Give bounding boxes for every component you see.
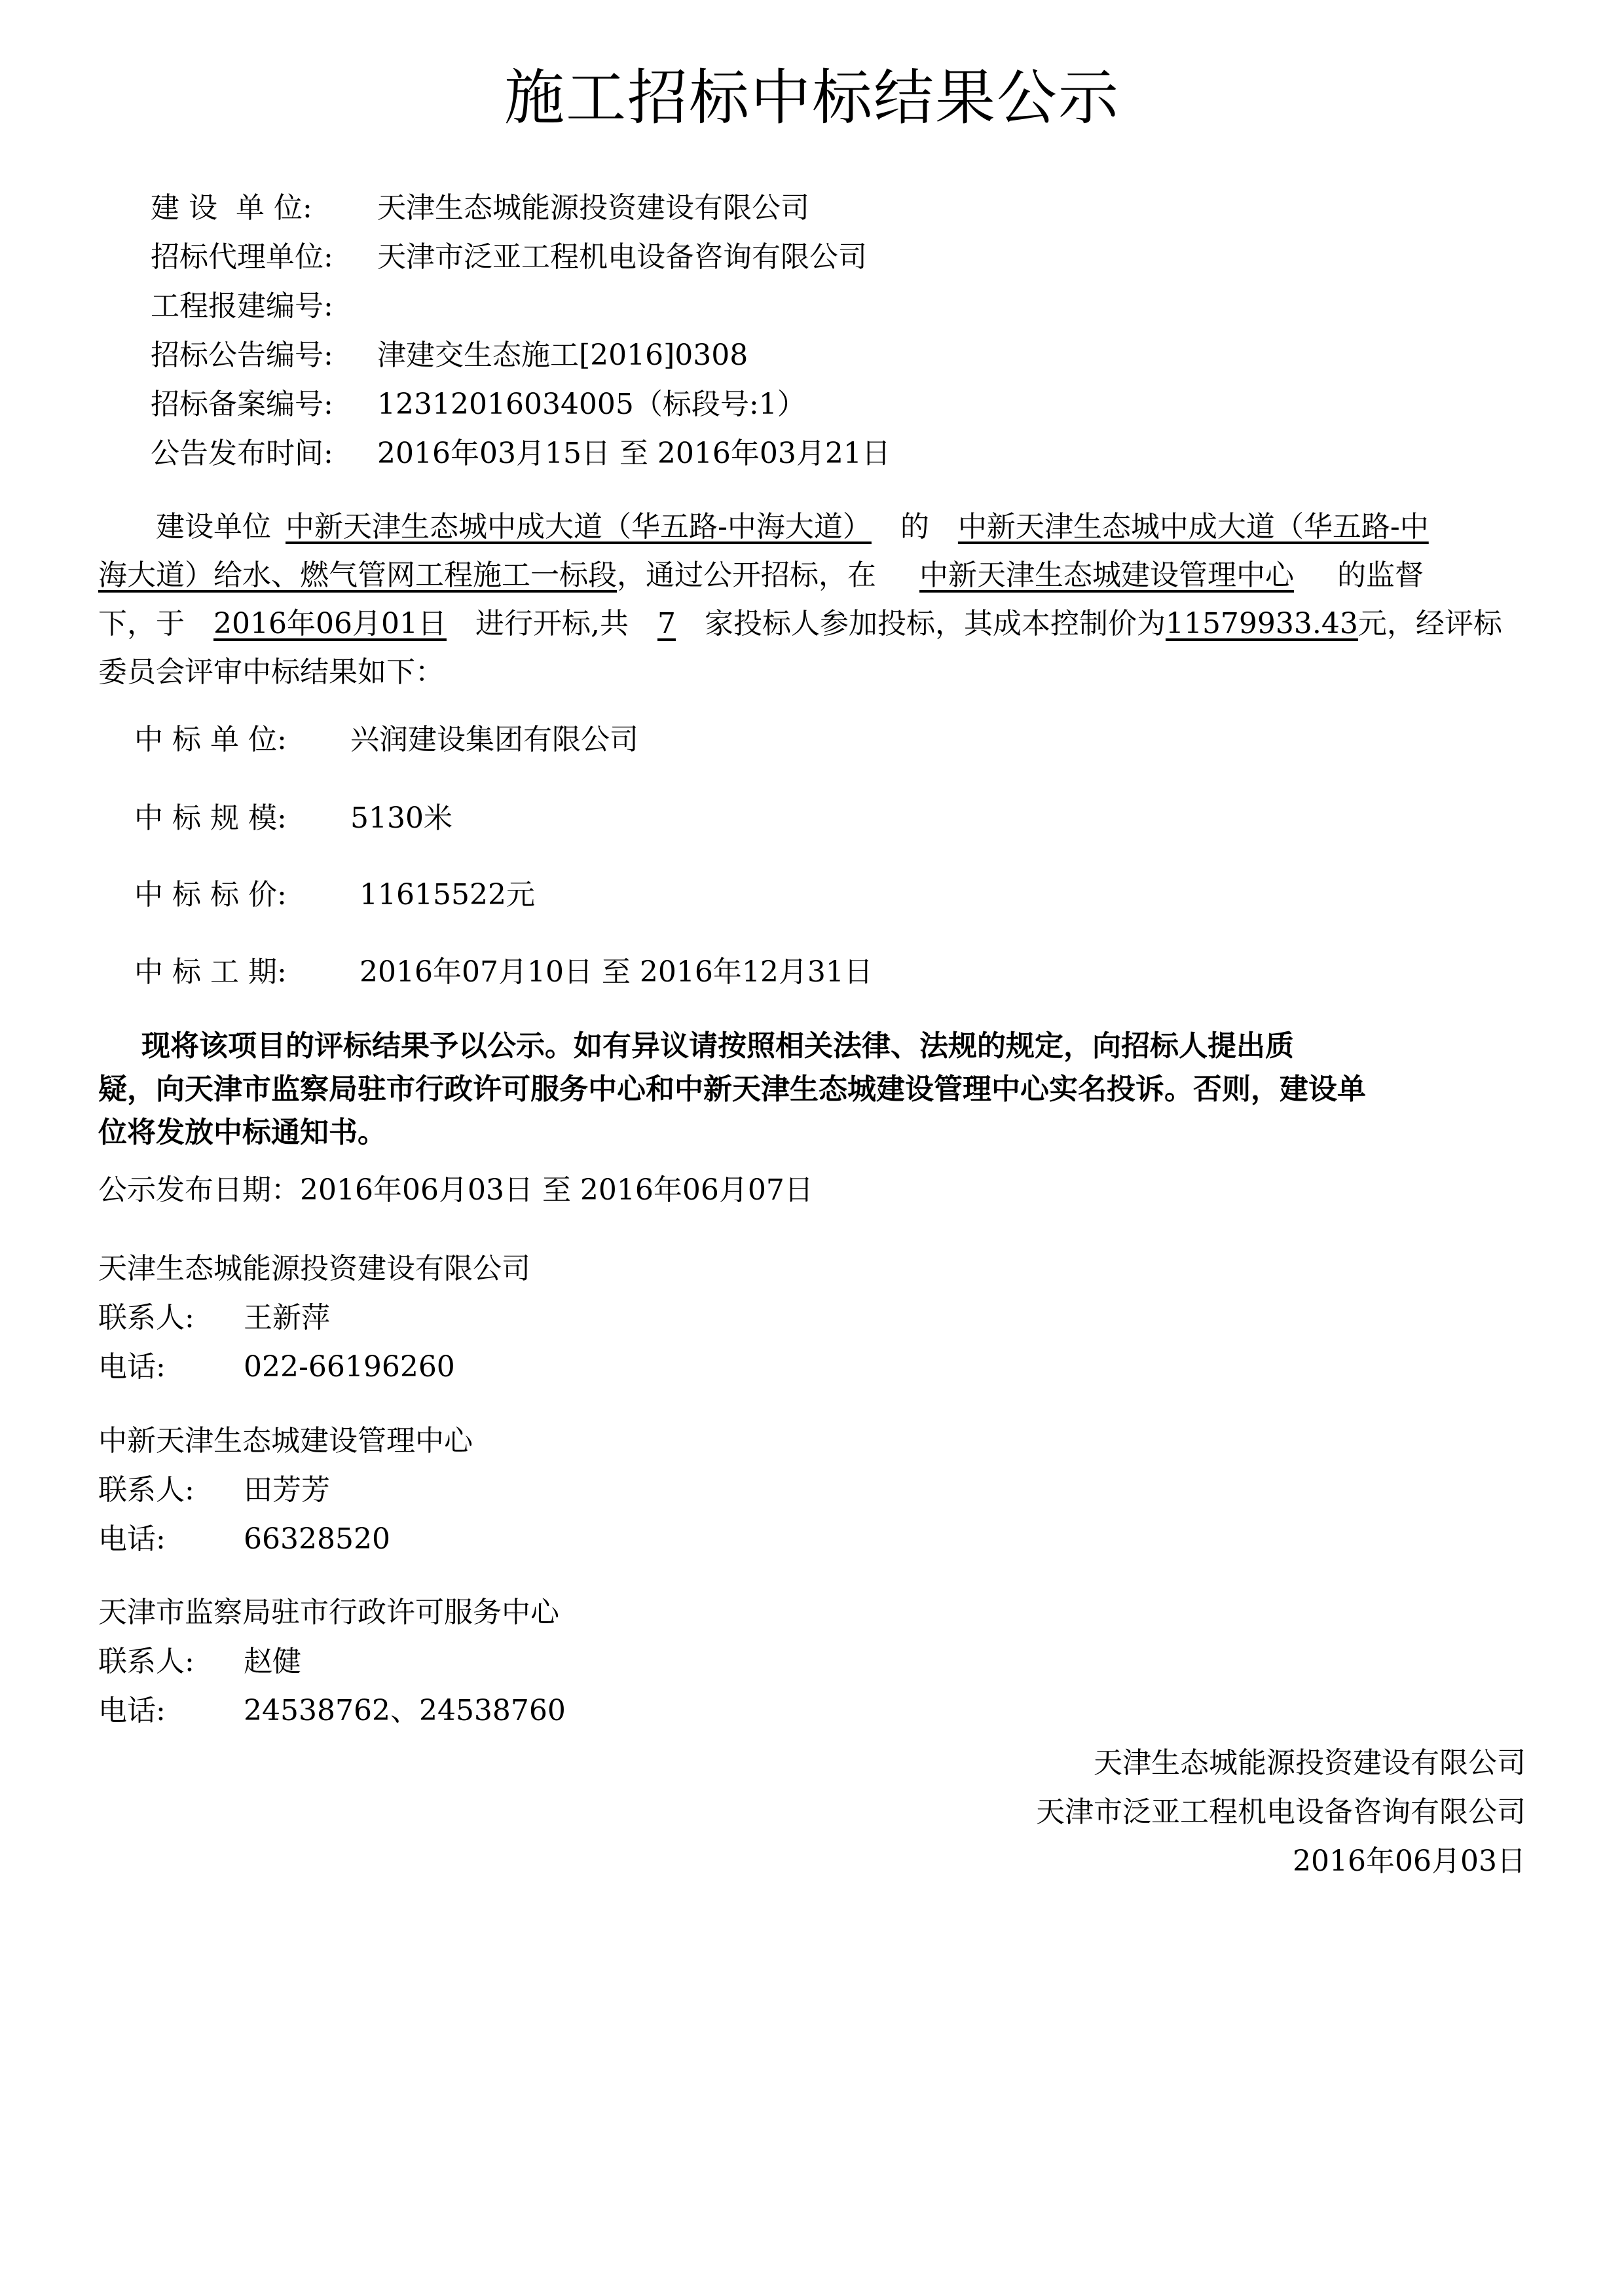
- contact-person-row: [98, 1637, 1539, 1686]
- paragraph-text: 元，经评标: [1357, 607, 1502, 640]
- contact-org: 天津市监察局驻市行政许可服务中心: [98, 1596, 559, 1629]
- info-label: 工程报建编号:: [151, 289, 333, 323]
- win-value: 5130米: [350, 801, 452, 835]
- paragraph-text: 的: [900, 510, 929, 543]
- contact-block-energy: [98, 1244, 1539, 1391]
- supervising-org: 中新天津生态城建设管理中心: [919, 559, 1294, 592]
- project-info: [151, 183, 1591, 478]
- bid-open-date: 2016年06月01日: [213, 607, 447, 640]
- info-label: 招标备案编号:: [151, 388, 333, 421]
- info-value: 12312016034005（标段号:1）: [377, 388, 806, 421]
- win-value: 兴润建设集团有限公司: [350, 723, 638, 756]
- paragraph-text: 委员会评审中标结果如下：: [98, 655, 444, 689]
- paragraph-line: [98, 503, 1624, 551]
- notice-line: [98, 1111, 1539, 1154]
- cost-control-price: 11579933.43: [1165, 607, 1358, 640]
- project-name-part-2: 海大道）给水、燃气管网工程施工一标段: [98, 559, 617, 592]
- paragraph-text: ，通过公开招标，在: [617, 559, 876, 592]
- info-row-filing-no: [151, 380, 1591, 429]
- builder-unit: 中新天津生态城中成大道（华五路-中海大道）: [286, 510, 872, 543]
- contact-person-row: [98, 1293, 1539, 1342]
- winning-price-row: [134, 869, 1575, 921]
- paragraph-text: 下，于: [98, 607, 185, 640]
- paragraph-line: [98, 551, 1624, 600]
- info-value: 天津市泛亚工程机电设备咨询有限公司: [377, 240, 867, 274]
- contact-block-management: [98, 1416, 1539, 1564]
- notice-text: 疑，向天津市监察局驻市行政许可服务中心和中新天津生态城建设管理中心实名投诉。否则，建设单: [98, 1073, 1366, 1106]
- paragraph-line: [98, 648, 1624, 693]
- contact-person: 田芳芳: [244, 1473, 330, 1507]
- contact-person-label: 联系人:: [98, 1301, 194, 1334]
- notice-text: 现将该项目的评标结果予以公示。如有异议请按照相关法律、法规的规定，向招标人提出质: [141, 1029, 1294, 1063]
- signature-org-2: 天津市泛亚工程机电设备咨询有限公司: [1036, 1795, 1526, 1829]
- contact-person: 王新萍: [244, 1301, 330, 1334]
- win-label: 中 标 工 期:: [134, 955, 287, 989]
- info-label: 招标代理单位:: [151, 240, 333, 274]
- bidder-count: 7: [657, 607, 676, 640]
- contact-person-row: [98, 1465, 1539, 1515]
- project-name-part-1: 中新天津生态城中成大道（华五路-中: [957, 510, 1429, 543]
- info-value: 津建交生态施工[2016]0308: [377, 339, 748, 372]
- contact-block-supervision: [98, 1588, 1539, 1735]
- contact-person-label: 联系人:: [98, 1645, 194, 1678]
- info-label: 建 设 单 位:: [151, 191, 312, 225]
- paragraph-line: [98, 600, 1624, 648]
- win-label: 中 标 单 位:: [134, 723, 287, 756]
- contact-org: 天津生态城能源投资建设有限公司: [98, 1252, 530, 1285]
- paragraph-text: 的监督: [1337, 559, 1424, 592]
- notice-text: 位将发放中标通知书。: [98, 1116, 386, 1149]
- objection-notice: [98, 1025, 1539, 1154]
- win-label: 中 标 标 价:: [134, 878, 287, 911]
- info-row-announcement-no: [151, 331, 1591, 380]
- contact-person-label: 联系人:: [98, 1473, 194, 1507]
- win-label: 中 标 规 模:: [134, 801, 287, 835]
- paragraph-text: 家投标人参加投标，其成本控制价为: [704, 607, 1166, 640]
- win-value: 2016年07月10日 至 2016年12月31日: [350, 955, 873, 989]
- info-row-agent: [151, 232, 1591, 282]
- contact-org: 中新天津生态城建设管理中心: [98, 1424, 473, 1458]
- contact-phone-row: [98, 1515, 1539, 1564]
- contact-phone-label: 电话:: [98, 1350, 166, 1384]
- bid-summary-paragraph: [98, 503, 1624, 693]
- signature-org-1: 天津生态城能源投资建设有限公司: [1094, 1746, 1526, 1780]
- paragraph-text: 建设单位: [156, 510, 271, 543]
- info-value: 2016年03月15日 至 2016年03月21日: [377, 437, 891, 470]
- notice-line: [98, 1025, 1539, 1068]
- info-row-registration-no: [151, 282, 1591, 331]
- contact-person: 赵健: [244, 1645, 301, 1678]
- winning-period-row: [134, 946, 1575, 999]
- contact-phone-label: 电话:: [98, 1522, 166, 1556]
- winning-scale-row: [134, 792, 1575, 845]
- contact-phone-label: 电话:: [98, 1694, 166, 1727]
- paragraph-text: 进行开标,共: [475, 607, 629, 640]
- publish-date-line: 公示发布日期：2016年06月03日 至 2016年06月07日: [98, 1173, 813, 1207]
- info-label: 招标公告编号:: [151, 339, 333, 372]
- publish-period: [98, 1166, 1539, 1215]
- contact-phone-row: [98, 1342, 1539, 1391]
- signature-date: 2016年06月03日: [1293, 1845, 1526, 1878]
- signature-block: [609, 1738, 1526, 1886]
- contact-phone-row: [98, 1686, 1539, 1735]
- info-value: 天津生态城能源投资建设有限公司: [377, 191, 809, 225]
- contact-phone: 022-66196260: [244, 1350, 455, 1384]
- page-title: 施工招标中标结果公示: [504, 63, 1120, 133]
- contact-phone: 66328520: [244, 1522, 390, 1556]
- info-label: 公告发布时间:: [151, 437, 333, 470]
- info-row-announce-time: [151, 429, 1591, 478]
- notice-line: [98, 1068, 1539, 1111]
- winning-unit-row: [134, 714, 1575, 766]
- contact-phone: 24538762、24538760: [244, 1694, 566, 1727]
- win-value: 11615522元: [350, 878, 535, 911]
- info-row-builder: [151, 183, 1591, 232]
